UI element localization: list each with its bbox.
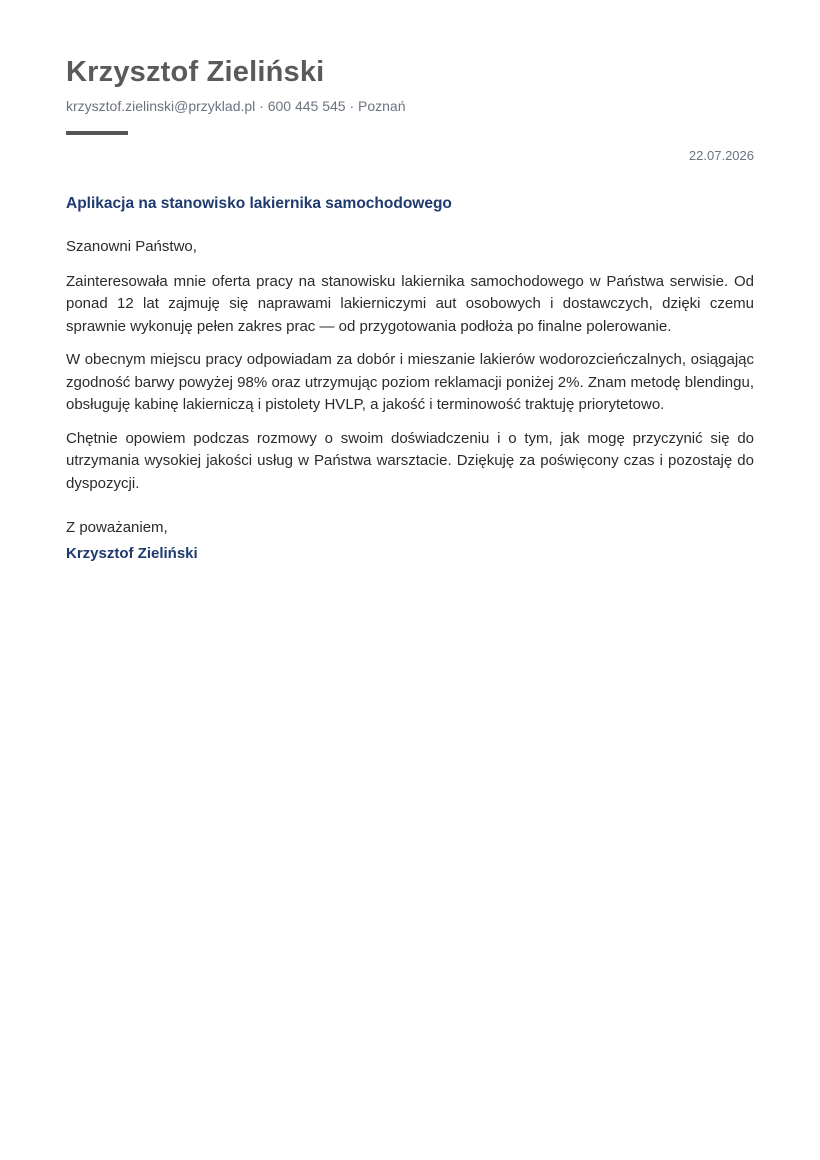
header-divider [66,131,128,135]
salutation: Szanowni Państwo, [66,238,197,255]
sender-contact-line: krzysztof.zielinski@przyklad.pl · 600 445 545 · Poznań [66,98,406,114]
letter-subject: Aplikacja na stanowisko lakiernika samochodowego [66,195,452,212]
signature-name: Krzysztof Zieliński [66,545,198,562]
body-paragraph-3: Chętnie opowiem podczas rozmowy o swoim doświadczeniu i o tym, jak mogę przyczynić się do utrzymania wysokiej jakości usług w Państwa warsztacie. Dziękuję za poświęcony czas i pozostaję do dyspozycji. [66,429,754,492]
body-paragraph-2: W obecnym miejscu pracy odpowiadam za dobór i mieszanie lakierów wodorozcieńczalnych, osiągając zgodność barwy powyżej 98% oraz utrzymując poziom reklamacji poniżej 2%. Znam metodę blendingu, obsługuję kabinę lakierniczą i pistolety HVLP, a jakość i terminowość traktuję priorytetowo. [66,351,754,413]
sender-name: Krzysztof Zieliński [66,56,325,88]
body-paragraph-1: Zainteresowała mnie oferta pracy na stanowisku lakiernika samochodowego w Państwa serwisie. Od ponad 12 lat zajmuję się naprawami lakierniczymi aut osobowych i dostawczych, dzięki czemu sprawnie wykonuję pełen zakres prac — od przygotowania podłoża po finalne polerowanie. [66,272,754,335]
letter-body [66,236,754,506]
closing-phrase: Z poważaniem, [66,519,168,536]
letter-date: 22.07.2026 [688,148,754,163]
